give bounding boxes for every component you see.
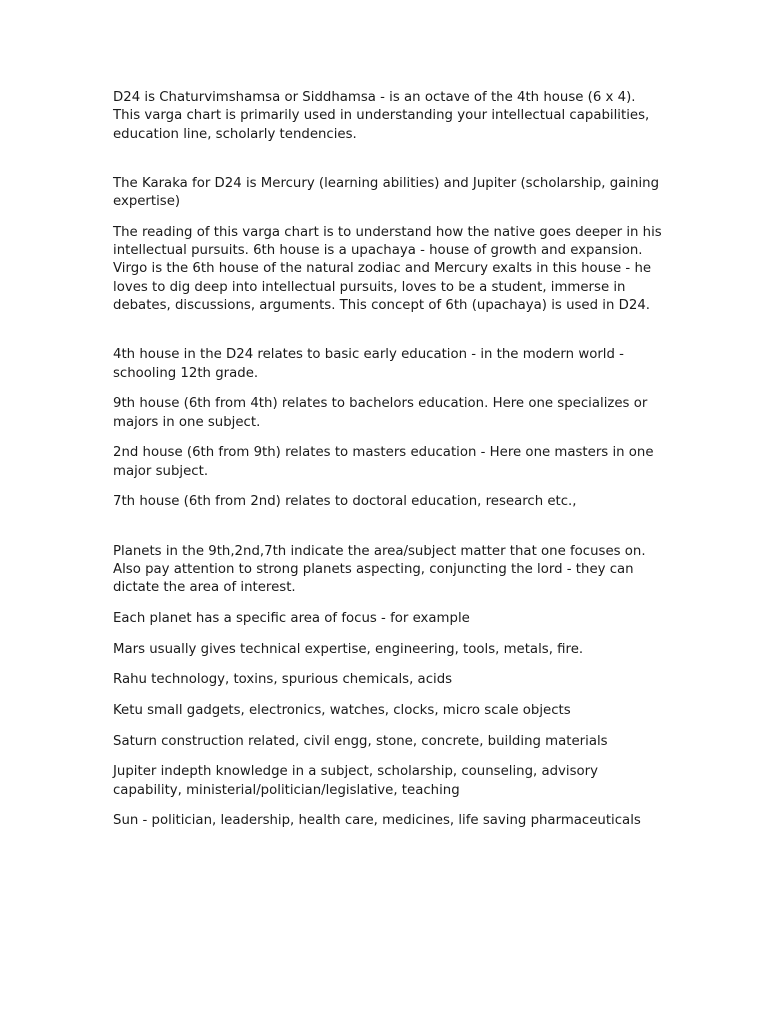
paragraph-d24-intro: D24 is Chaturvimshamsa or Siddhamsa - is an octave of the 4th house (6 x 4). This varga chart is primarily used in understanding your intellectual capabilities, education line, scholarly tendencies. <box>113 90 650 142</box>
paragraph-saturn: Saturn construction related, civil engg, stone, concrete, building materials <box>113 733 608 749</box>
paragraph-4th-house: 4th house in the D24 relates to basic early education - in the modern world - schooling 12th grade. <box>113 347 624 381</box>
paragraph-jupiter: Jupiter indepth knowledge in a subject, scholarship, counseling, advisory capability, ministerial/politician/legislative, teaching <box>113 764 599 798</box>
paragraph-9th-house: 9th house (6th from 4th) relates to bachelors education. Here one specializes or majors in one subject. <box>113 396 648 430</box>
paragraph-planets: Planets in the 9th,2nd,7th indicate the area/subject matter that one focuses on. Also pay attention to strong planets aspecting, conjuncting the lord - they can dictate the area of interest. <box>113 543 646 596</box>
paragraph-mars: Mars usually gives technical expertise, engineering, tools, metals, fire. <box>113 641 584 657</box>
paragraph-sun: Sun - politician, leadership, health care, medicines, life saving pharmaceuticals <box>113 813 641 829</box>
paragraph-reading: The reading of this varga chart is to understand how the native goes deeper in his intellectual pursuits. 6th house is a upachaya - house of growth and expansion. Virgo is the 6th house of the natural zodiac and Mercury exalts in this house - he loves to dig deep into intellectual pursuits, loves to be a student, immerse in debates, discussions, arguments. This concept of 6th (upachaya) is used in D24. <box>113 224 662 314</box>
paragraph-karaka: The Karaka for D24 is Mercury (learning abilities) and Jupiter (scholarship, gaining expertise) <box>113 175 660 210</box>
paragraph-2nd-house: 2nd house (6th from 9th) relates to masters education - Here one masters in one major subject. <box>113 445 654 479</box>
paragraph-rahu: Rahu technology, toxins, spurious chemicals, acids <box>113 672 453 688</box>
paragraph-each-planet: Each planet has a specific area of focus - for example <box>113 610 470 626</box>
document-body <box>113 89 665 843</box>
paragraph-7th-house: 7th house (6th from 2nd) relates to doctoral education, research etc., <box>113 494 577 510</box>
paragraph-ketu: Ketu small gadgets, electronics, watches, clocks, micro scale objects <box>113 702 571 718</box>
